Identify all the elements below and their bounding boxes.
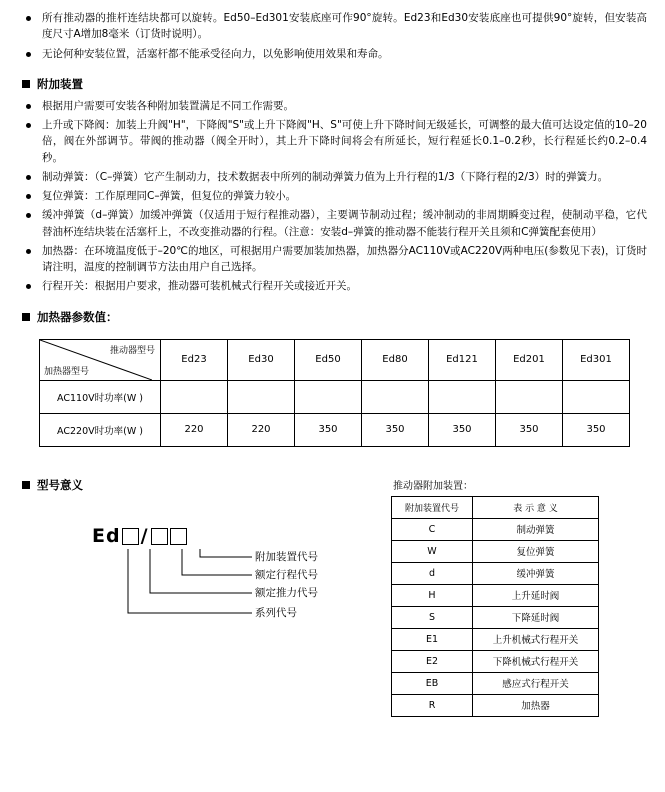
table-cell: d: [392, 562, 473, 584]
leader-lines: [92, 537, 392, 667]
table-cell: 上升延时阀: [473, 584, 599, 606]
attachments-list: [22, 98, 647, 295]
square-bullet-icon: [22, 481, 30, 489]
column-header: Ed23: [161, 339, 228, 380]
list-item: 复位弹簧：工作原理同C–弹簧，但复位的弹簧力较小。: [22, 188, 647, 204]
corner-label-rows: 加热器型号: [44, 366, 90, 377]
table-cell: W: [392, 540, 473, 562]
table-row: [40, 339, 630, 380]
corner-label-columns: 推动器型号: [109, 345, 155, 356]
table-cell: 复位弹簧: [473, 540, 599, 562]
list-item: 行程开关：根据用户要求，推动器可装机械式行程开关或接近开关。: [22, 278, 647, 294]
label-attachment-code: 附加装置代号: [255, 550, 318, 563]
list-item: 制动弹簧：（C–弹簧）它产生制动力，技术数据表中所列的制动弹簧力值为上升行程的1/3（下降行程的2/3）时的弹簧力。: [22, 169, 647, 185]
row-header: AC220V时功率(W ): [40, 413, 161, 446]
table-row: [392, 650, 599, 672]
heater-table-wrapper: [22, 339, 647, 447]
label-series-code: 系列代号: [255, 606, 297, 619]
label-thrust-code: 额定推力代号: [255, 586, 318, 599]
table-cell: E2: [392, 650, 473, 672]
section-heading-heater: [22, 309, 647, 325]
section-title: 型号意义: [37, 477, 83, 492]
table-row: [392, 672, 599, 694]
model-code-diagram: [92, 524, 392, 619]
table-cell: [563, 380, 630, 413]
table-row: [392, 694, 599, 716]
table-cell: [161, 380, 228, 413]
column-header: 附加装置代号: [392, 496, 473, 518]
list-item: 无论何种安装位置，活塞杆都不能承受径向力，以免影响使用效果和寿命。: [22, 46, 647, 62]
table-row: [40, 380, 630, 413]
table-cell: R: [392, 694, 473, 716]
table-cell: 350: [563, 413, 630, 446]
top-notes-list: [22, 10, 647, 62]
model-meaning-area: [22, 477, 647, 727]
table-cell: 下降机械式行程开关: [473, 650, 599, 672]
list-item: 加热器：在环境温度低于–20℃的地区，可根据用户需要加装加热器，加热器分AC110V或AC220V两种电压(参数见下表)，订货时请注明，温度的控制调节方法由用户自己选择。: [22, 243, 647, 276]
table-cell: 350: [496, 413, 563, 446]
column-header: Ed121: [429, 339, 496, 380]
table-row: [40, 413, 630, 446]
table-cell: EB: [392, 672, 473, 694]
column-header: Ed30: [228, 339, 295, 380]
table-row: [392, 584, 599, 606]
row-header: AC110V时功率(W ): [40, 380, 161, 413]
table-row: [392, 540, 599, 562]
model-code-prefix: Ed: [92, 524, 121, 547]
label-stroke-code: 额定行程代号: [255, 568, 318, 581]
list-item: 上升或下降阀：加装上升阀"H"，下降阀"S"或上升下降阀"H、S"可使上升下降时间无级延长，可调整的最大值可达设定值的10–20倍，阀在外部调节。带阀的推动器（阀全开时），其上升下降时间将会有所延长，短行程延长0.1–0.2秒，长行程延长约0.2–0.4秒。: [22, 117, 647, 166]
table-corner-cell: [40, 339, 161, 380]
list-item: 所有推动器的推杆连结块都可以旋转。Ed50–Ed301安装底座可作90°旋转。Ed23和Ed30安装底座也可提供90°旋转，但安装高度尺寸A增加8毫米（订货时说明）。: [22, 10, 647, 43]
table-cell: 350: [429, 413, 496, 446]
table-cell: E1: [392, 628, 473, 650]
table-cell: [362, 380, 429, 413]
table-cell: [228, 380, 295, 413]
table-row: [392, 628, 599, 650]
table-cell: 制动弹簧: [473, 518, 599, 540]
attachment-table-caption: 推动器附加装置：: [393, 480, 473, 492]
attachment-codes-block: [391, 477, 599, 717]
table-cell: [496, 380, 563, 413]
model-code-slash: /: [140, 524, 149, 547]
column-header: Ed201: [496, 339, 563, 380]
column-header: Ed301: [563, 339, 630, 380]
list-item: 根据用户需要可安装各种附加装置满足不同工作需要。: [22, 98, 647, 114]
table-cell: H: [392, 584, 473, 606]
table-cell: 220: [161, 413, 228, 446]
table-row: [392, 606, 599, 628]
attachment-codes-table: [391, 496, 599, 717]
table-cell: 下降延时阀: [473, 606, 599, 628]
table-cell: C: [392, 518, 473, 540]
table-cell: 加热器: [473, 694, 599, 716]
square-bullet-icon: [22, 80, 30, 88]
table-cell: 感应式行程开关: [473, 672, 599, 694]
table-cell: 350: [295, 413, 362, 446]
heater-parameters-table: [39, 339, 630, 447]
column-header: Ed80: [362, 339, 429, 380]
table-cell: [429, 380, 496, 413]
table-row: [392, 496, 599, 518]
list-item: 缓冲弹簧（d–弹簧）加缓冲弹簧（仅适用于短行程推动器），主要调节制动过程；缓冲制动的非周期瞬变过程，使制动平稳，它代替油杯连结块装在活塞杆上，不改变推动器的行程。（注意：安装d–弹簧的推动器不能装行程开关且须和C弹簧配套使用）: [22, 207, 647, 240]
table-row: [392, 562, 599, 584]
table-cell: S: [392, 606, 473, 628]
section-title: 附加装置: [37, 76, 83, 91]
column-header: Ed50: [295, 339, 362, 380]
square-bullet-icon: [22, 313, 30, 321]
section-title: 加热器参数值：: [37, 309, 118, 324]
table-row: [392, 518, 599, 540]
column-header: 表 示 意 义: [473, 496, 599, 518]
table-cell: 上升机械式行程开关: [473, 628, 599, 650]
table-cell: 220: [228, 413, 295, 446]
table-cell: 350: [362, 413, 429, 446]
section-heading-attachments: [22, 76, 647, 92]
table-cell: [295, 380, 362, 413]
table-cell: 缓冲弹簧: [473, 562, 599, 584]
